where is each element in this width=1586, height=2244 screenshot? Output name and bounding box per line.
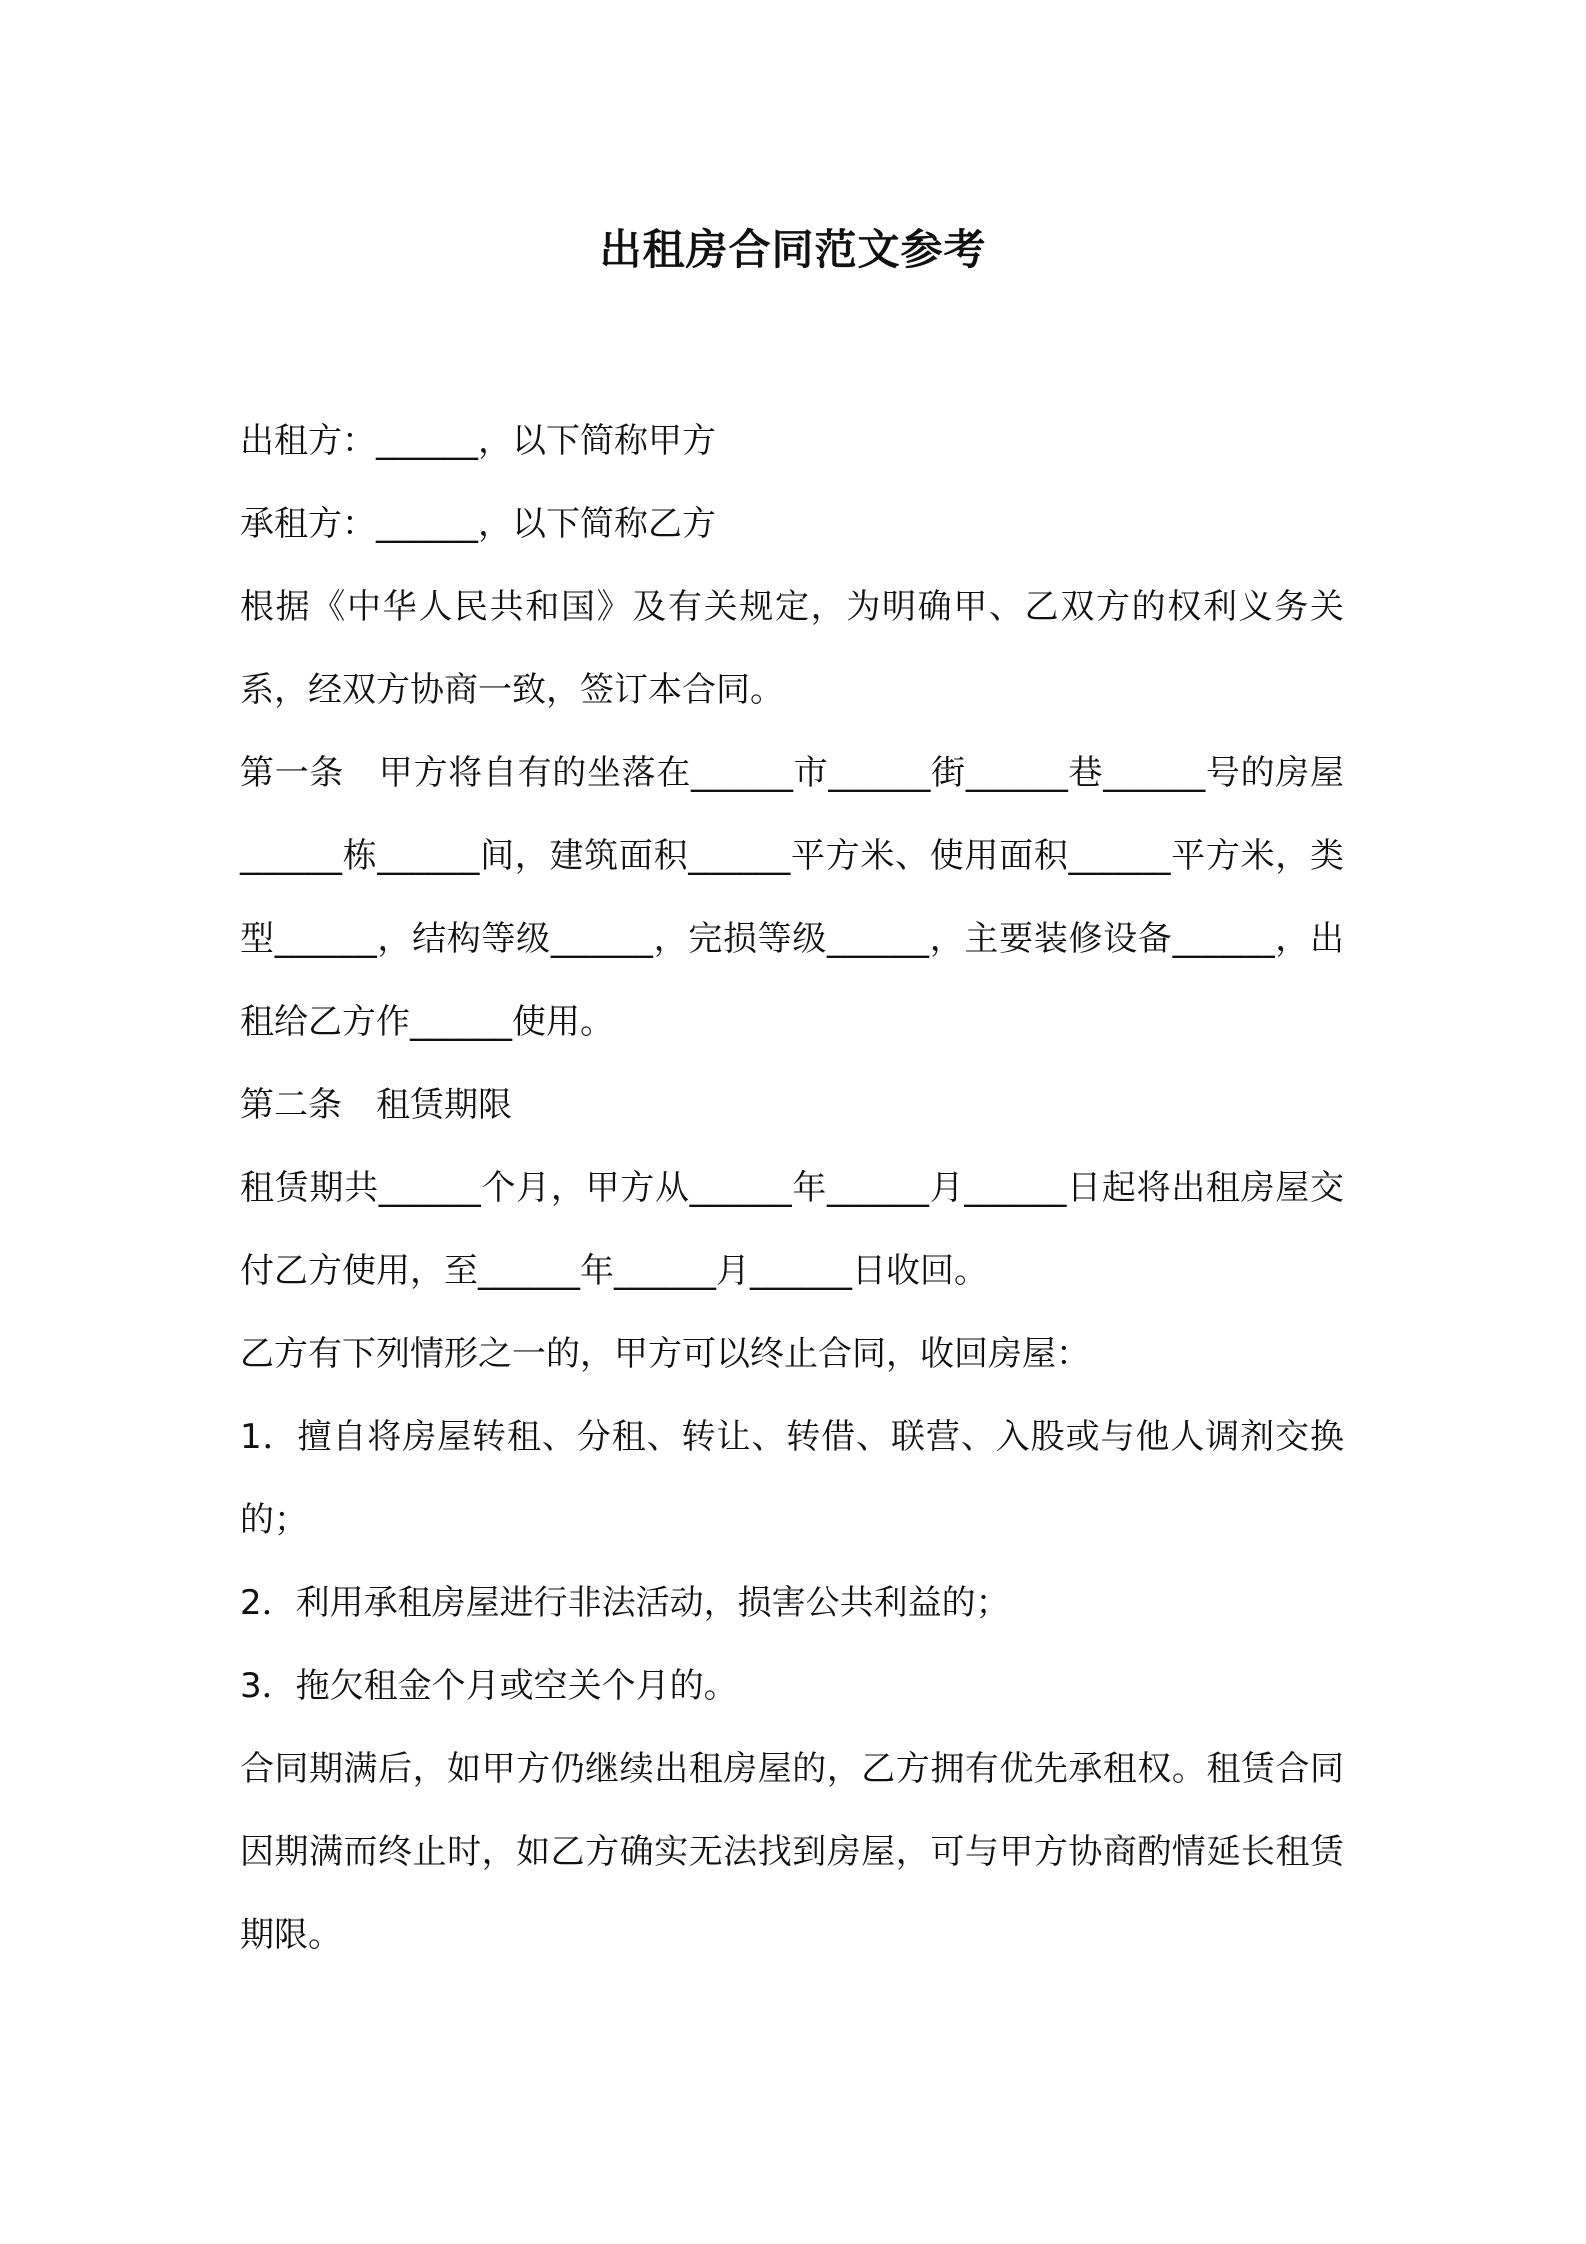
paragraph-article-2-heading: 第二条 租赁期限 <box>240 1085 512 1125</box>
paragraph-article-1: 第一条 甲方将自有的坐落在______市______街______巷______号的房屋______栋______间，建筑面积______平方米、使用面积______平方米，类型______，结构等级______，完损等级______，主要装修设备______，出租给乙方作______使用。 <box>240 753 1344 1042</box>
list-item-condition-1: 1．擅自将房屋转租、分租、转让、转借、联营、入股或与他人调剂交换的； <box>240 1417 1344 1540</box>
paragraph-lease-term: 租赁期共______个月，甲方从______年______月______日起将出租房屋交付乙方使用，至______年______月______日收回。 <box>240 1168 1344 1291</box>
paragraph-termination-conditions: 乙方有下列情形之一的，甲方可以终止合同，收回房屋： <box>240 1334 1090 1374</box>
paragraph-preamble: 根据《中华人民共和国》及有关规定，为明确甲、乙双方的权利义务关系，经双方协商一致，签订本合同。 <box>240 587 1344 710</box>
list-item-condition-3: 3．拖欠租金个月或空关个月的。 <box>240 1666 738 1706</box>
paragraph-lessor: 出租方：______，以下简称甲方 <box>240 421 716 461</box>
paragraph-renewal: 合同期满后，如甲方仍继续出租房屋的，乙方拥有优先承租权。租赁合同因期满而终止时，如乙方确实无法找到房屋，可与甲方协商酌情延长租赁期限。 <box>240 1749 1344 1955</box>
list-item-condition-2: 2．利用承租房屋进行非法活动，损害公共利益的； <box>240 1583 1010 1623</box>
paragraph-lessee: 承租方：______，以下简称乙方 <box>240 504 716 544</box>
document-body <box>240 400 1344 1977</box>
document-title: 出租房合同范文参考 <box>599 225 987 274</box>
